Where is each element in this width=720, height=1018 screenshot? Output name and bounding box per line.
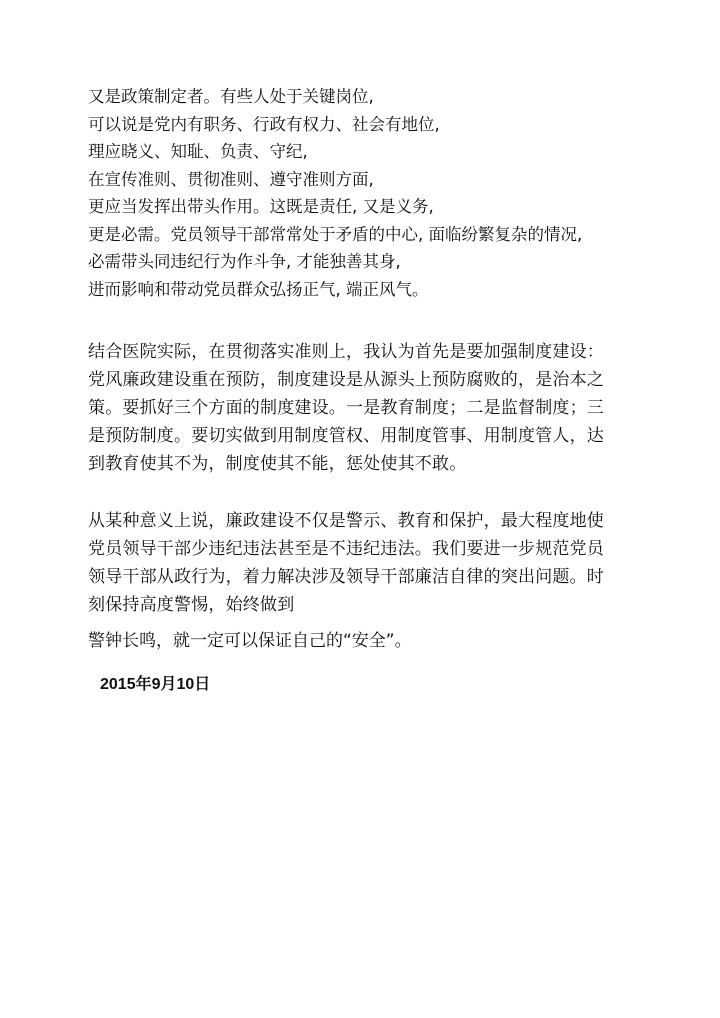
paragraph-3 (88, 507, 648, 619)
paragraph-line: 刻保持高度警惕，始终做到 (88, 595, 295, 615)
paragraph-1 (88, 83, 648, 303)
paragraph-line: 进而影响和带动党员群众弘扬正气, 端正风气。 (88, 279, 429, 299)
paragraph-line: 到教育使其不为，制度使其不能，惩处使其不敢。 (88, 454, 467, 474)
paragraph-line: 可以说是党内有职务、行政有权力、社会有地位, (88, 114, 440, 134)
paragraph-2 (88, 338, 648, 478)
paragraph-line: 更是必需。党员领导干部常常处于矛盾的中心, 面临纷繁复杂的情况, (88, 224, 583, 244)
paragraph-line: 必需带头同违纪行为作斗争, 才能独善其身, (88, 252, 401, 271)
paragraph-line: 是预防制度。要切实做到用制度管权、用制度管事、用制度管人，达 (88, 426, 604, 446)
paragraph-line: 党员领导干部少违纪违法甚至是不违纪违法。我们要进一步规范党员 (88, 539, 604, 559)
paragraph-line: 从某种意义上说，廉政建设不仅是警示、教育和保护，最大程度地使 (88, 511, 604, 531)
paragraph-line: 领导干部从政行为，着力解决涉及领导干部廉洁自律的突出问题。时 (88, 567, 604, 587)
paragraph-line: 理应晓义、知耻、负责、守纪, (88, 142, 308, 161)
paragraph-line: 又是政策制定者。有些人处于关键岗位, (88, 87, 374, 106)
paragraph-line: 在宣传准则、贯彻准则、遵守准则方面, (88, 169, 374, 189)
paragraph-line: 结合医院实际，在贯彻落实准则上，我认为首先是要加强制度建设： (88, 342, 604, 362)
paragraph-line: 更应当发挥出带头作用。这既是责任, 又是义务, (88, 197, 434, 216)
paragraph-line: 策。要抓好三个方面的制度建设。一是教育制度；二是监督制度；三 (88, 398, 604, 418)
closing-sentence: 警钟长鸣，就一定可以保证自己的“安全”。 (88, 631, 412, 651)
paragraph-line: 党风廉政建设重在预防，制度建设是从源头上预防腐败的，是治本之 (88, 370, 604, 390)
document-date: 2015年9月10日 (100, 676, 211, 693)
